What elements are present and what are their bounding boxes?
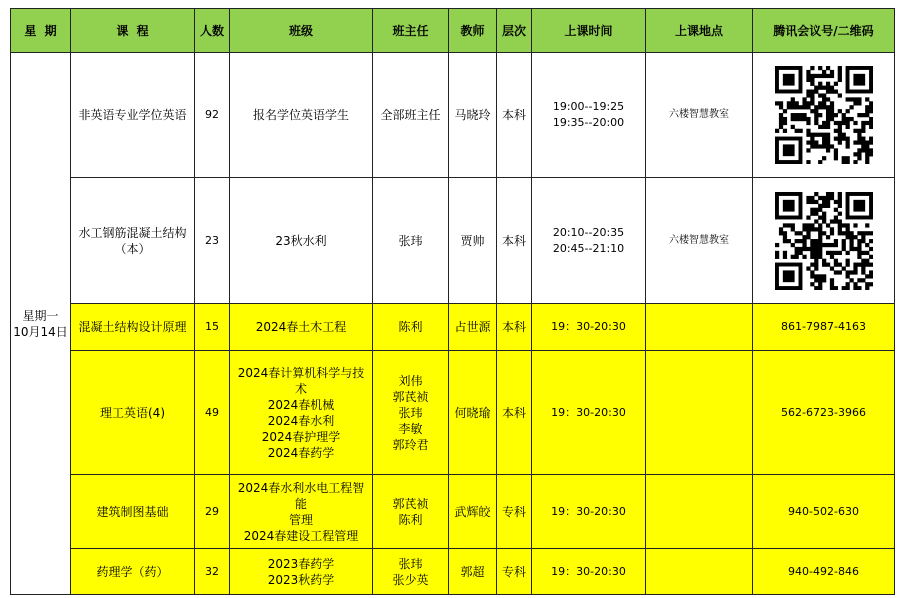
head-teacher-cell: 郭芪祯 陈利 [373, 475, 449, 549]
count-cell: 92 [195, 53, 230, 178]
meeting-id-cell: 940-492-846 [753, 549, 895, 595]
head-teacher-cell: 陈利 [373, 304, 449, 351]
level-cell: 本科 [497, 178, 532, 304]
teacher-cell: 郭超 [449, 549, 497, 595]
table-row [11, 475, 895, 549]
table-row [11, 351, 895, 475]
course-cell: 药理学（药） [71, 549, 195, 595]
time-cell: 19：30-20:30 [532, 475, 646, 549]
location-cell: 六楼智慧教室 [646, 178, 753, 304]
qr-code-image[interactable] [775, 192, 873, 290]
teacher-cell: 何晓瑜 [449, 351, 497, 475]
course-cell: 建筑制图基础 [71, 475, 195, 549]
location-cell [646, 351, 753, 475]
table-row [11, 178, 895, 304]
level-cell: 本科 [497, 53, 532, 178]
head-teacher-cell: 张玮 [373, 178, 449, 304]
location-cell [646, 475, 753, 549]
meeting-cell [753, 178, 895, 304]
head-teacher-cell: 刘伟 郭芪祯 张玮 李敏 郭玲君 [373, 351, 449, 475]
head-teacher-cell: 张玮 张少英 [373, 549, 449, 595]
header-day: 星 期 [11, 9, 71, 53]
header-meeting: 腾讯会议号/二维码 [753, 9, 895, 53]
header-row [11, 9, 895, 53]
header-head-teacher: 班主任 [373, 9, 449, 53]
time-cell: 20:10--20:35 20:45--21:10 [532, 178, 646, 304]
table-row [11, 53, 895, 178]
class-cell: 2024春土木工程 [230, 304, 373, 351]
header-location: 上课地点 [646, 9, 753, 53]
meeting-cell [753, 53, 895, 178]
teacher-cell: 马晓玲 [449, 53, 497, 178]
count-cell: 15 [195, 304, 230, 351]
course-cell: 理工英语(4) [71, 351, 195, 475]
teacher-cell: 贾帅 [449, 178, 497, 304]
teacher-cell: 武辉皎 [449, 475, 497, 549]
day-cell: 星期一 10月14日 [11, 53, 71, 595]
class-cell: 2024春水利水电工程智能 管理 2024春建设工程管理 [230, 475, 373, 549]
class-cell: 23秋水利 [230, 178, 373, 304]
level-cell: 本科 [497, 304, 532, 351]
time-cell: 19：30-20:30 [532, 549, 646, 595]
class-cell: 2024春计算机科学与技术 2024春机械 2024春水利 2024春护理学 2024春药学 [230, 351, 373, 475]
course-cell: 混凝土结构设计原理 [71, 304, 195, 351]
header-time: 上课时间 [532, 9, 646, 53]
qr-code-image[interactable] [775, 66, 873, 164]
location-cell [646, 304, 753, 351]
schedule-table [10, 8, 895, 595]
level-cell: 专科 [497, 549, 532, 595]
header-count: 人数 [195, 9, 230, 53]
teacher-cell: 占世源 [449, 304, 497, 351]
header-teacher: 教师 [449, 9, 497, 53]
meeting-id-cell: 940-502-630 [753, 475, 895, 549]
header-level: 层次 [497, 9, 532, 53]
meeting-id-cell: 562-6723-3966 [753, 351, 895, 475]
header-course: 课 程 [71, 9, 195, 53]
head-teacher-cell: 全部班主任 [373, 53, 449, 178]
level-cell: 本科 [497, 351, 532, 475]
time-cell: 19:00--19:25 19:35--20:00 [532, 53, 646, 178]
meeting-id-cell: 861-7987-4163 [753, 304, 895, 351]
level-cell: 专科 [497, 475, 532, 549]
count-cell: 32 [195, 549, 230, 595]
header-class: 班级 [230, 9, 373, 53]
location-cell: 六楼智慧教室 [646, 53, 753, 178]
table-row [11, 549, 895, 595]
time-cell: 19：30-20:30 [532, 351, 646, 475]
location-cell [646, 549, 753, 595]
course-cell: 非英语专业学位英语 [71, 53, 195, 178]
class-cell: 2023春药学 2023秋药学 [230, 549, 373, 595]
time-cell: 19：30-20:30 [532, 304, 646, 351]
count-cell: 29 [195, 475, 230, 549]
course-cell: 水工钢筋混凝土结构 （本） [71, 178, 195, 304]
count-cell: 49 [195, 351, 230, 475]
count-cell: 23 [195, 178, 230, 304]
class-cell: 报名学位英语学生 [230, 53, 373, 178]
table-row [11, 304, 895, 351]
